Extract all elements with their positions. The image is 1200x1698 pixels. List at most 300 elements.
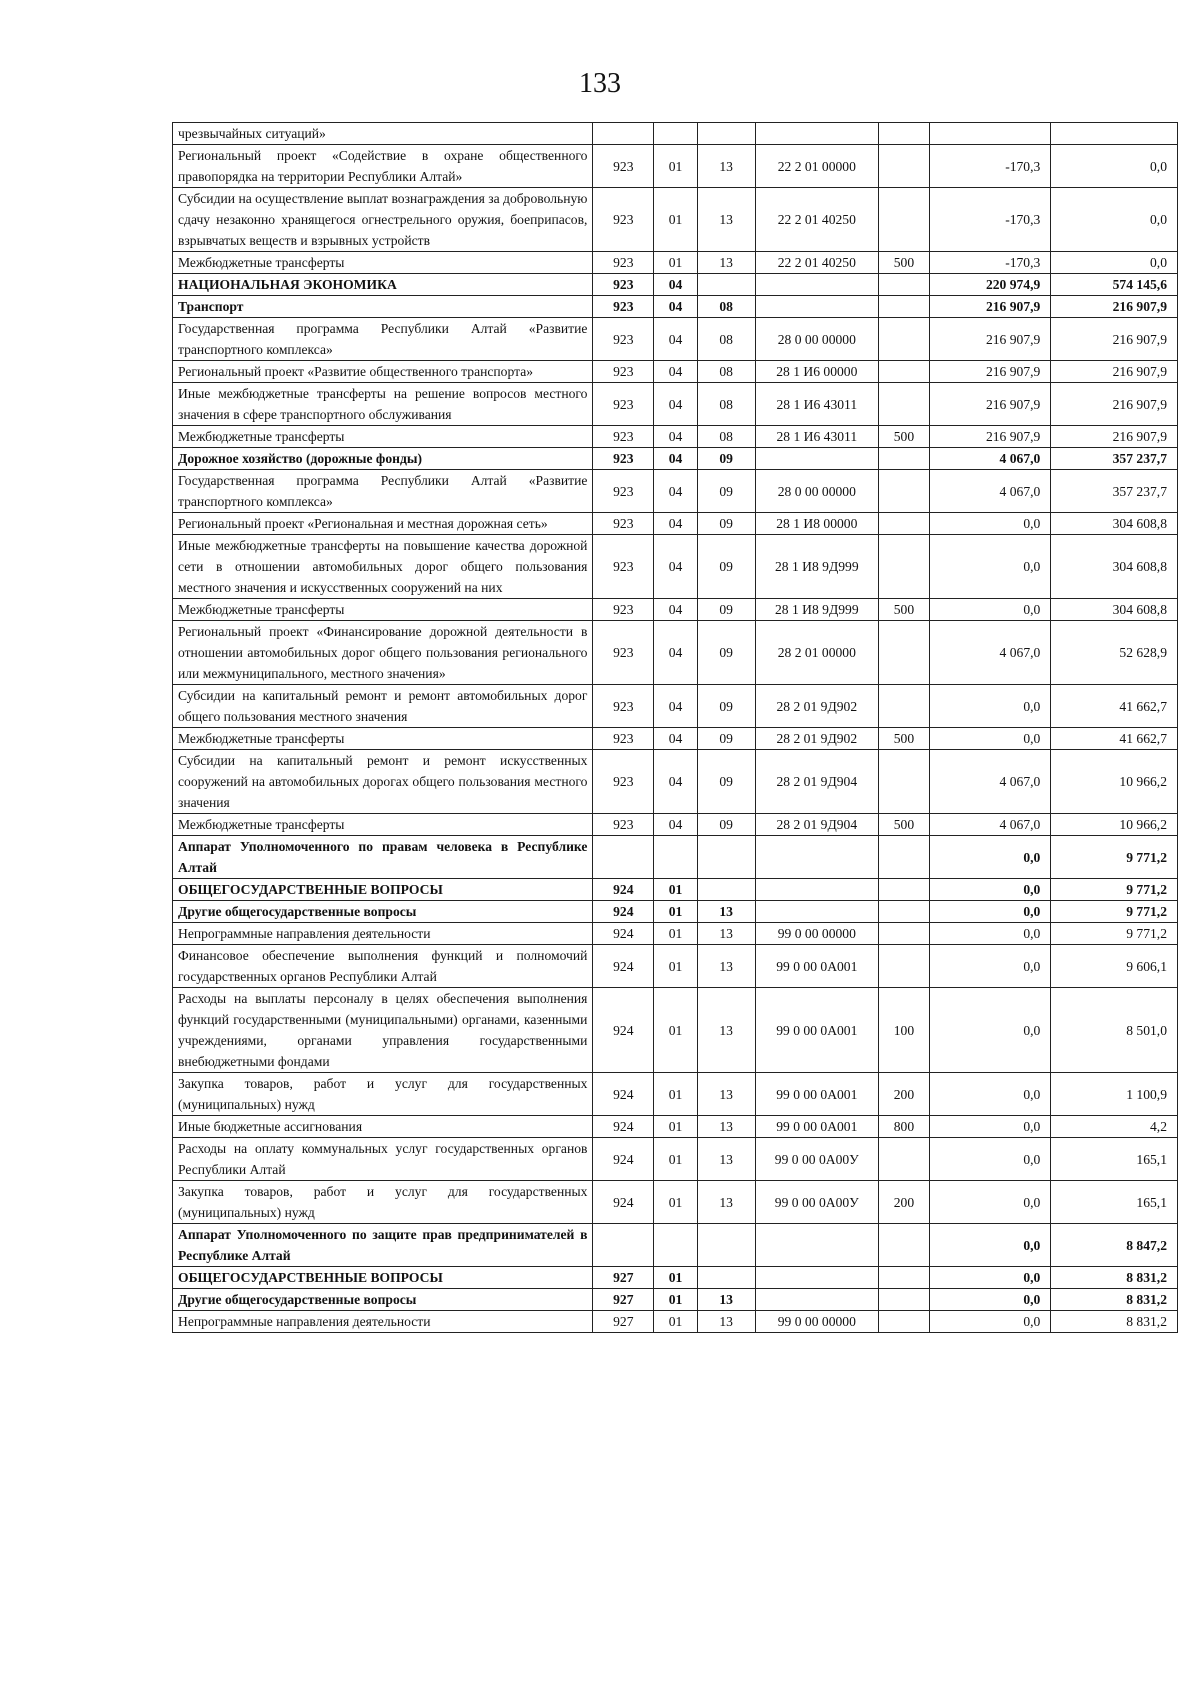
cell-rz: 01: [654, 145, 698, 188]
cell-sum-1: 0,0: [929, 923, 1051, 945]
cell-sum-2: 8 501,0: [1051, 988, 1178, 1073]
cell-sum-2: 0,0: [1051, 252, 1178, 274]
cell-name: Иные бюджетные ассигнования: [173, 1116, 593, 1138]
cell-pr: 08: [697, 361, 755, 383]
cell-vr: [879, 123, 930, 145]
table-row: [173, 988, 1178, 1073]
cell-vr: 500: [879, 728, 930, 750]
cell-rz: 04: [654, 448, 698, 470]
cell-name: Региональный проект «Региональная и местная дорожная сеть»: [173, 513, 593, 535]
cell-pr: 13: [697, 1138, 755, 1181]
table-row: [173, 923, 1178, 945]
cell-pr: [697, 879, 755, 901]
cell-sum-1: 0,0: [929, 599, 1051, 621]
cell-name: ОБЩЕГОСУДАРСТВЕННЫЕ ВОПРОСЫ: [173, 879, 593, 901]
cell-csr: 99 0 00 0А00У: [755, 1181, 879, 1224]
table-row: [173, 145, 1178, 188]
cell-csr: 99 0 00 0А001: [755, 945, 879, 988]
cell-csr: [755, 1267, 879, 1289]
cell-vr: [879, 621, 930, 685]
table-row: [173, 448, 1178, 470]
cell-sum-2: 41 662,7: [1051, 728, 1178, 750]
cell-rz: 01: [654, 1116, 698, 1138]
cell-ved: 923: [593, 470, 654, 513]
cell-sum-2: 8 847,2: [1051, 1224, 1178, 1267]
table-row: [173, 188, 1178, 252]
cell-vr: [879, 879, 930, 901]
table-row: [173, 879, 1178, 901]
cell-vr: [879, 836, 930, 879]
cell-rz: 01: [654, 188, 698, 252]
cell-pr: 13: [697, 145, 755, 188]
cell-pr: 13: [697, 1073, 755, 1116]
cell-rz: 01: [654, 901, 698, 923]
cell-rz: [654, 1224, 698, 1267]
cell-vr: [879, 945, 930, 988]
cell-sum-1: 220 974,9: [929, 274, 1051, 296]
cell-vr: [879, 383, 930, 426]
cell-pr: 09: [697, 535, 755, 599]
cell-rz: 01: [654, 1267, 698, 1289]
cell-pr: 13: [697, 988, 755, 1073]
cell-rz: 04: [654, 535, 698, 599]
cell-ved: 923: [593, 728, 654, 750]
cell-csr: 22 2 01 40250: [755, 252, 879, 274]
cell-sum-1: [929, 123, 1051, 145]
cell-name: Межбюджетные трансферты: [173, 728, 593, 750]
cell-rz: 04: [654, 750, 698, 814]
cell-rz: 04: [654, 728, 698, 750]
cell-pr: 08: [697, 426, 755, 448]
cell-ved: 924: [593, 1073, 654, 1116]
cell-sum-2: 4,2: [1051, 1116, 1178, 1138]
cell-pr: 09: [697, 599, 755, 621]
cell-name: Региональный проект «Содействие в охране общественного правопорядка на территории Республики Алтай»: [173, 145, 593, 188]
cell-sum-1: 0,0: [929, 513, 1051, 535]
cell-csr: 99 0 00 00000: [755, 923, 879, 945]
cell-sum-2: 1 100,9: [1051, 1073, 1178, 1116]
table-row: [173, 814, 1178, 836]
cell-name: Расходы на выплаты персоналу в целях обеспечения выполнения функций государственными (муниципальными) органами, казенными учреждениями, органами управления государственными внебюджетными фондами: [173, 988, 593, 1073]
cell-sum-2: 0,0: [1051, 145, 1178, 188]
table-row: [173, 470, 1178, 513]
cell-vr: 200: [879, 1073, 930, 1116]
cell-sum-2: 357 237,7: [1051, 448, 1178, 470]
cell-vr: 500: [879, 252, 930, 274]
cell-ved: 923: [593, 599, 654, 621]
cell-sum-2: 10 966,2: [1051, 750, 1178, 814]
cell-rz: 04: [654, 296, 698, 318]
cell-pr: 13: [697, 1311, 755, 1333]
cell-rz: 04: [654, 426, 698, 448]
cell-sum-2: 304 608,8: [1051, 535, 1178, 599]
cell-csr: 22 2 01 40250: [755, 188, 879, 252]
cell-csr: [755, 1289, 879, 1311]
cell-name: Дорожное хозяйство (дорожные фонды): [173, 448, 593, 470]
table-row: [173, 383, 1178, 426]
table-row: [173, 252, 1178, 274]
cell-pr: 09: [697, 750, 755, 814]
cell-sum-1: 0,0: [929, 1073, 1051, 1116]
cell-ved: 927: [593, 1289, 654, 1311]
budget-table: [172, 122, 1178, 1333]
cell-csr: [755, 836, 879, 879]
cell-sum-2: 216 907,9: [1051, 426, 1178, 448]
cell-sum-2: 9 771,2: [1051, 923, 1178, 945]
cell-rz: 04: [654, 685, 698, 728]
cell-sum-2: 9 771,2: [1051, 901, 1178, 923]
cell-pr: 08: [697, 383, 755, 426]
cell-sum-1: 0,0: [929, 728, 1051, 750]
cell-ved: 923: [593, 296, 654, 318]
cell-rz: 01: [654, 1073, 698, 1116]
cell-pr: 09: [697, 685, 755, 728]
cell-name: Межбюджетные трансферты: [173, 252, 593, 274]
cell-name: Иные межбюджетные трансферты на решение вопросов местного значения в сфере транспортного обслуживания: [173, 383, 593, 426]
cell-sum-2: 9 606,1: [1051, 945, 1178, 988]
cell-sum-2: 216 907,9: [1051, 383, 1178, 426]
cell-ved: 924: [593, 1138, 654, 1181]
cell-vr: [879, 296, 930, 318]
cell-rz: [654, 836, 698, 879]
cell-name: Аппарат Уполномоченного по защите прав предпринимателей в Республике Алтай: [173, 1224, 593, 1267]
cell-vr: [879, 685, 930, 728]
cell-rz: 04: [654, 383, 698, 426]
table-row: [173, 535, 1178, 599]
cell-csr: [755, 879, 879, 901]
cell-name: Государственная программа Республики Алтай «Развитие транспортного комплекса»: [173, 318, 593, 361]
cell-sum-2: 9 771,2: [1051, 879, 1178, 901]
cell-ved: 924: [593, 1181, 654, 1224]
table-row: [173, 1289, 1178, 1311]
cell-vr: 500: [879, 599, 930, 621]
cell-rz: 01: [654, 879, 698, 901]
cell-csr: 28 0 00 00000: [755, 470, 879, 513]
cell-rz: 01: [654, 1181, 698, 1224]
cell-name: Непрограммные направления деятельности: [173, 1311, 593, 1333]
cell-rz: 01: [654, 1289, 698, 1311]
cell-sum-2: 8 831,2: [1051, 1311, 1178, 1333]
cell-sum-2: 216 907,9: [1051, 296, 1178, 318]
cell-ved: [593, 1224, 654, 1267]
cell-sum-2: [1051, 123, 1178, 145]
cell-vr: [879, 1311, 930, 1333]
cell-vr: 500: [879, 814, 930, 836]
cell-rz: [654, 123, 698, 145]
cell-rz: 04: [654, 318, 698, 361]
cell-rz: 04: [654, 599, 698, 621]
cell-vr: [879, 535, 930, 599]
cell-sum-1: 4 067,0: [929, 814, 1051, 836]
cell-ved: 923: [593, 361, 654, 383]
cell-name: Региональный проект «Финансирование дорожной деятельности в отношении автомобильных дорог общего пользования регионального или межмуниципального, местного значения»: [173, 621, 593, 685]
cell-sum-1: -170,3: [929, 145, 1051, 188]
cell-vr: [879, 513, 930, 535]
cell-sum-1: 0,0: [929, 879, 1051, 901]
cell-ved: 923: [593, 383, 654, 426]
cell-ved: 927: [593, 1311, 654, 1333]
cell-sum-1: 4 067,0: [929, 750, 1051, 814]
cell-sum-1: 0,0: [929, 1267, 1051, 1289]
cell-csr: 99 0 00 0А001: [755, 1116, 879, 1138]
cell-rz: 04: [654, 361, 698, 383]
table-row: [173, 945, 1178, 988]
cell-csr: 28 1 И8 00000: [755, 513, 879, 535]
cell-pr: 13: [697, 188, 755, 252]
cell-sum-1: 0,0: [929, 1116, 1051, 1138]
cell-pr: 13: [697, 923, 755, 945]
cell-vr: [879, 901, 930, 923]
cell-ved: 923: [593, 448, 654, 470]
cell-ved: 924: [593, 945, 654, 988]
cell-ved: 924: [593, 988, 654, 1073]
cell-sum-1: 0,0: [929, 901, 1051, 923]
table-row: [173, 296, 1178, 318]
cell-sum-2: 216 907,9: [1051, 318, 1178, 361]
cell-csr: 28 2 01 9Д902: [755, 728, 879, 750]
table-row: [173, 318, 1178, 361]
cell-name: Межбюджетные трансферты: [173, 814, 593, 836]
cell-rz: 04: [654, 513, 698, 535]
cell-pr: 13: [697, 1289, 755, 1311]
table-row: [173, 750, 1178, 814]
table-row: [173, 901, 1178, 923]
cell-name: Межбюджетные трансферты: [173, 426, 593, 448]
cell-sum-2: 52 628,9: [1051, 621, 1178, 685]
cell-name: Субсидии на капитальный ремонт и ремонт автомобильных дорог общего пользования местного значения: [173, 685, 593, 728]
cell-ved: 924: [593, 901, 654, 923]
table-row: [173, 728, 1178, 750]
cell-csr: 28 1 И8 9Д999: [755, 599, 879, 621]
cell-pr: 09: [697, 513, 755, 535]
cell-ved: 923: [593, 814, 654, 836]
cell-sum-2: 574 145,6: [1051, 274, 1178, 296]
cell-name: Транспорт: [173, 296, 593, 318]
cell-name: Субсидии на капитальный ремонт и ремонт искусственных сооружений на автомобильных дорогах общего пользования местного значения: [173, 750, 593, 814]
cell-rz: 01: [654, 923, 698, 945]
table-row: [173, 685, 1178, 728]
cell-rz: 04: [654, 814, 698, 836]
cell-sum-2: 8 831,2: [1051, 1267, 1178, 1289]
cell-ved: 923: [593, 535, 654, 599]
cell-vr: [879, 188, 930, 252]
cell-sum-1: -170,3: [929, 252, 1051, 274]
table-row: [173, 599, 1178, 621]
cell-sum-1: 0,0: [929, 1181, 1051, 1224]
cell-vr: [879, 274, 930, 296]
cell-sum-2: 0,0: [1051, 188, 1178, 252]
cell-vr: [879, 1224, 930, 1267]
cell-sum-2: 10 966,2: [1051, 814, 1178, 836]
table-row: [173, 123, 1178, 145]
cell-ved: [593, 836, 654, 879]
cell-vr: [879, 318, 930, 361]
cell-sum-2: 165,1: [1051, 1138, 1178, 1181]
cell-name: Другие общегосударственные вопросы: [173, 901, 593, 923]
cell-csr: 28 1 И6 43011: [755, 383, 879, 426]
table-row: [173, 1116, 1178, 1138]
cell-sum-1: -170,3: [929, 188, 1051, 252]
cell-csr: 28 1 И6 43011: [755, 426, 879, 448]
cell-sum-1: 0,0: [929, 535, 1051, 599]
cell-csr: [755, 123, 879, 145]
table-row: [173, 1073, 1178, 1116]
cell-pr: 09: [697, 448, 755, 470]
cell-sum-1: 216 907,9: [929, 296, 1051, 318]
cell-csr: 99 0 00 0А00У: [755, 1138, 879, 1181]
cell-rz: 04: [654, 621, 698, 685]
cell-csr: 28 2 01 9Д902: [755, 685, 879, 728]
cell-rz: 01: [654, 1311, 698, 1333]
cell-ved: 923: [593, 513, 654, 535]
cell-pr: 09: [697, 728, 755, 750]
cell-pr: 13: [697, 252, 755, 274]
cell-pr: [697, 1267, 755, 1289]
cell-name: Другие общегосударственные вопросы: [173, 1289, 593, 1311]
cell-csr: [755, 901, 879, 923]
cell-vr: 500: [879, 426, 930, 448]
cell-vr: [879, 145, 930, 188]
cell-csr: 28 2 01 00000: [755, 621, 879, 685]
table-row: [173, 836, 1178, 879]
cell-vr: [879, 361, 930, 383]
cell-sum-1: 4 067,0: [929, 470, 1051, 513]
cell-name: НАЦИОНАЛЬНАЯ ЭКОНОМИКА: [173, 274, 593, 296]
cell-rz: 01: [654, 945, 698, 988]
cell-ved: 923: [593, 426, 654, 448]
cell-sum-1: 216 907,9: [929, 318, 1051, 361]
table-row: [173, 1311, 1178, 1333]
cell-vr: [879, 923, 930, 945]
cell-csr: 99 0 00 0А001: [755, 1073, 879, 1116]
cell-name: Аппарат Уполномоченного по правам человека в Республике Алтай: [173, 836, 593, 879]
cell-csr: 28 0 00 00000: [755, 318, 879, 361]
cell-name: Закупка товаров, работ и услуг для государственных (муниципальных) нужд: [173, 1181, 593, 1224]
cell-csr: 28 1 И8 9Д999: [755, 535, 879, 599]
cell-vr: 200: [879, 1181, 930, 1224]
cell-csr: 28 2 01 9Д904: [755, 750, 879, 814]
cell-vr: 800: [879, 1116, 930, 1138]
cell-csr: 99 0 00 00000: [755, 1311, 879, 1333]
cell-sum-1: 0,0: [929, 1138, 1051, 1181]
cell-sum-1: 216 907,9: [929, 383, 1051, 426]
cell-pr: [697, 836, 755, 879]
cell-pr: 09: [697, 621, 755, 685]
cell-rz: 04: [654, 470, 698, 513]
cell-sum-2: 304 608,8: [1051, 513, 1178, 535]
cell-ved: 923: [593, 750, 654, 814]
cell-sum-2: 8 831,2: [1051, 1289, 1178, 1311]
cell-pr: [697, 1224, 755, 1267]
cell-sum-2: 304 608,8: [1051, 599, 1178, 621]
table-row: [173, 1267, 1178, 1289]
cell-name: Субсидии на осуществление выплат вознаграждения за добровольную сдачу незаконно хранящегося огнестрельного оружия, боеприпасов, взрывчатых веществ и взрывных устройств: [173, 188, 593, 252]
cell-rz: 04: [654, 274, 698, 296]
cell-sum-1: 216 907,9: [929, 361, 1051, 383]
cell-sum-1: 0,0: [929, 1311, 1051, 1333]
table-row: [173, 1181, 1178, 1224]
cell-ved: 923: [593, 685, 654, 728]
cell-name: Межбюджетные трансферты: [173, 599, 593, 621]
cell-pr: 09: [697, 814, 755, 836]
cell-pr: 13: [697, 1181, 755, 1224]
cell-sum-2: 357 237,7: [1051, 470, 1178, 513]
cell-csr: 99 0 00 0А001: [755, 988, 879, 1073]
cell-vr: [879, 1138, 930, 1181]
cell-rz: 01: [654, 988, 698, 1073]
cell-sum-1: 0,0: [929, 685, 1051, 728]
cell-csr: 28 2 01 9Д904: [755, 814, 879, 836]
cell-name: Расходы на оплату коммунальных услуг государственных органов Республики Алтай: [173, 1138, 593, 1181]
cell-name: Финансовое обеспечение выполнения функций и полномочий государственных органов Республики Алтай: [173, 945, 593, 988]
table-row: [173, 621, 1178, 685]
cell-sum-1: 216 907,9: [929, 426, 1051, 448]
cell-pr: 08: [697, 296, 755, 318]
cell-csr: [755, 448, 879, 470]
cell-name: чрезвычайных ситуаций»: [173, 123, 593, 145]
cell-ved: 923: [593, 274, 654, 296]
cell-pr: 08: [697, 318, 755, 361]
cell-name: Региональный проект «Развитие общественного транспорта»: [173, 361, 593, 383]
table-row: [173, 1224, 1178, 1267]
cell-vr: [879, 1267, 930, 1289]
cell-sum-1: 0,0: [929, 836, 1051, 879]
cell-sum-2: 9 771,2: [1051, 836, 1178, 879]
cell-pr: [697, 274, 755, 296]
cell-name: Государственная программа Республики Алтай «Развитие транспортного комплекса»: [173, 470, 593, 513]
cell-sum-1: 4 067,0: [929, 448, 1051, 470]
cell-sum-1: 0,0: [929, 1224, 1051, 1267]
cell-ved: 923: [593, 621, 654, 685]
cell-sum-1: 0,0: [929, 988, 1051, 1073]
cell-sum-1: 4 067,0: [929, 621, 1051, 685]
cell-pr: [697, 123, 755, 145]
table-row: [173, 274, 1178, 296]
cell-csr: 22 2 01 00000: [755, 145, 879, 188]
cell-vr: [879, 1289, 930, 1311]
cell-ved: 924: [593, 879, 654, 901]
cell-ved: 923: [593, 188, 654, 252]
cell-pr: 13: [697, 901, 755, 923]
cell-csr: [755, 274, 879, 296]
cell-vr: [879, 470, 930, 513]
table-row: [173, 361, 1178, 383]
cell-vr: [879, 750, 930, 814]
cell-rz: 01: [654, 1138, 698, 1181]
cell-csr: [755, 296, 879, 318]
cell-ved: 923: [593, 252, 654, 274]
cell-ved: [593, 123, 654, 145]
cell-sum-1: 0,0: [929, 945, 1051, 988]
cell-sum-1: 0,0: [929, 1289, 1051, 1311]
cell-ved: 923: [593, 318, 654, 361]
cell-sum-2: 216 907,9: [1051, 361, 1178, 383]
cell-rz: 01: [654, 252, 698, 274]
cell-pr: 13: [697, 945, 755, 988]
cell-csr: 28 1 И6 00000: [755, 361, 879, 383]
cell-name: Закупка товаров, работ и услуг для государственных (муниципальных) нужд: [173, 1073, 593, 1116]
cell-sum-2: 41 662,7: [1051, 685, 1178, 728]
cell-ved: 924: [593, 1116, 654, 1138]
cell-sum-2: 165,1: [1051, 1181, 1178, 1224]
cell-ved: 923: [593, 145, 654, 188]
table-row: [173, 426, 1178, 448]
cell-name: ОБЩЕГОСУДАРСТВЕННЫЕ ВОПРОСЫ: [173, 1267, 593, 1289]
cell-name: Непрограммные направления деятельности: [173, 923, 593, 945]
table-row: [173, 513, 1178, 535]
cell-pr: 09: [697, 470, 755, 513]
table-row: [173, 1138, 1178, 1181]
